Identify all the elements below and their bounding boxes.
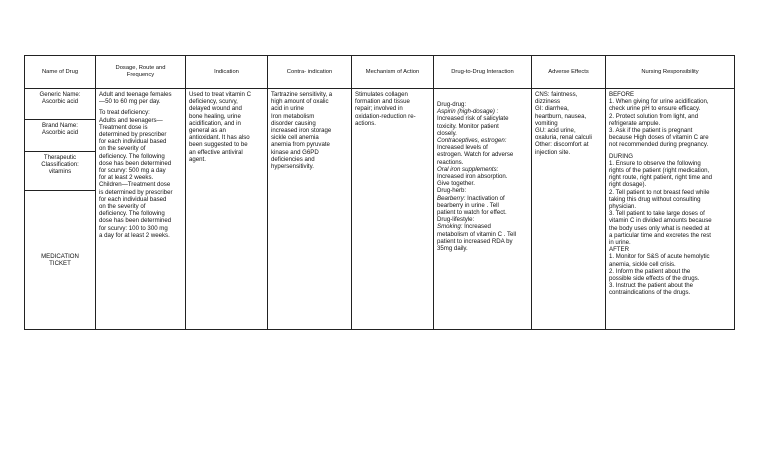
interaction-bearberry-effect: Inactivation of bearberry in urine . Tell patient to watch for effect. (437, 194, 507, 217)
interaction-contraceptives-effect: Increased levels of estrogen. Watch for adverse reactions. (437, 144, 514, 166)
interaction-aspirin: Aspirin (high-dosage) : (437, 108, 499, 116)
brand-name-cell (25, 120, 96, 152)
interaction-iron: Oral iron supplements: (437, 165, 499, 173)
nursing-cell (606, 89, 735, 330)
interaction-drug-lifestyle: Drug-lifestyle: (437, 216, 475, 224)
header-nursing: Nursing Responsibility (606, 56, 735, 89)
interaction-smoking-effect: Increased metabolism of vitamin C . Tell patient to increased RDA by 35mg daily. (437, 223, 517, 253)
interaction-iron-effect: Increased iron absorption. Give together. (437, 173, 508, 188)
header-interaction: Drug-to-Drug Interaction (434, 56, 532, 89)
interaction-drug-drug: Drug-drug: (437, 101, 467, 108)
interaction-cell (434, 89, 532, 330)
contraindication-cell (268, 89, 352, 330)
generic-name-cell (25, 89, 96, 120)
medication-ticket-cell (25, 191, 96, 330)
header-name-of-drug: Name of Drug (25, 56, 96, 89)
dosage-deficiency: To treat deficiency: Adults and teenagers— Treatment dose is determined by prescriber for each individual based on the severity of deficiency. The following dose has been determined for scurvy: 500 mg a day for at least 2 weeks. Children—Treatment dose is determined by prescriber for each individual based on the severity of deficiency. The following dose has been determined for scurvy: 100 to 300 mg a day for at least 2 weeks. (99, 109, 173, 239)
adverse-effects-text: CNS: faintness, dizziness GI: diarrhea, heartburn, nausea, vomiting GU: acid urine, oxaluria, renal calculi Other: discomfort at injection site. (535, 91, 592, 156)
drug-study-table (24, 55, 735, 330)
classification-cell (25, 152, 96, 191)
brand-name: Brand Name: Ascorbic acid (41, 122, 79, 137)
dosage-normal: Adult and teenage females —50 to 60 mg per day. (99, 91, 172, 106)
therapeutic-classification: Therapeutic Classification: vitamins (41, 154, 79, 176)
interaction-drug-herb: Drug-herb: (437, 187, 467, 195)
header-adverse-effects: Adverse Effects (532, 56, 606, 89)
mechanism-text: Stimulates collagen formation and tissue repair; involved in oxidation-reduction re- actions. (355, 91, 416, 127)
header-contraindication: Contra- indication (268, 56, 352, 89)
header-mechanism: Mechanism of Action (352, 56, 434, 89)
header-dosage: Dosage, Route and Frequency (96, 56, 186, 89)
generic-name: Generic Name: Ascorbic acid (39, 91, 81, 106)
interaction-aspirin-effect: Increased risk of salicylate toxicity. Monitor patient closely. (437, 115, 509, 137)
interaction-contraceptives: Contraceptives, estrogen: (437, 137, 507, 145)
header-indication: Indication (186, 56, 268, 89)
header-row (25, 56, 735, 89)
adverse-effects-cell (532, 89, 606, 330)
interaction-bearberry: Bearberry: (437, 194, 466, 202)
nursing-after: 1. Monitor for S&S of acute hemolytic anemia, sickle cell crisis. 2. Inform the patient about the possible side effects of the drugs. 3. Instruct the patient about the contraindications of the drugs. (609, 253, 710, 297)
indication-cell (186, 89, 268, 330)
nursing-during: 1. Ensure to observe the following rights of the patient (right medication, right route, right patient, right time and right dosage). 2. Tell patient to not breast feed while taking this drug without consulting physician. 3. Tell patient to take large doses of vitamin C in divided amounts because the body uses only what is needed at a particular time and excretes the rest in urine. (609, 159, 712, 247)
nursing-before-title: BEFORE (609, 91, 635, 98)
interaction-smoking: Smoking: (437, 223, 463, 231)
medication-ticket: MEDICATION TICKET (41, 252, 79, 267)
indication-text: Used to treat vitamin C deficiency, scurvy, delayed wound and bone healing, urine acidification, and in general as an antioxidant. It has also been suggested to be an effective antiviral agent. (189, 91, 251, 163)
dosage-cell (96, 89, 186, 330)
nursing-before: 1. When giving for urine acidification, check urine pH to ensure efficacy. 2. Protect solution from light, and refrigerate ampule. 3. Ask if the patient is pregnant because High doses of vitamin C are not recommended during pregnancy. (609, 98, 709, 149)
contraindication-text: Tartrazine sensitivity, a high amount of oxalic acid in urine Iron metabolism disorder causing increased iron storage sickle cell anemia anemia from pyruvate kinase and G6PD deficiencies and hypersensitivity. (271, 91, 333, 171)
mechanism-cell (352, 89, 434, 330)
nursing-after-title: AFTER (609, 246, 629, 254)
nursing-during-title: DURING (609, 152, 634, 160)
